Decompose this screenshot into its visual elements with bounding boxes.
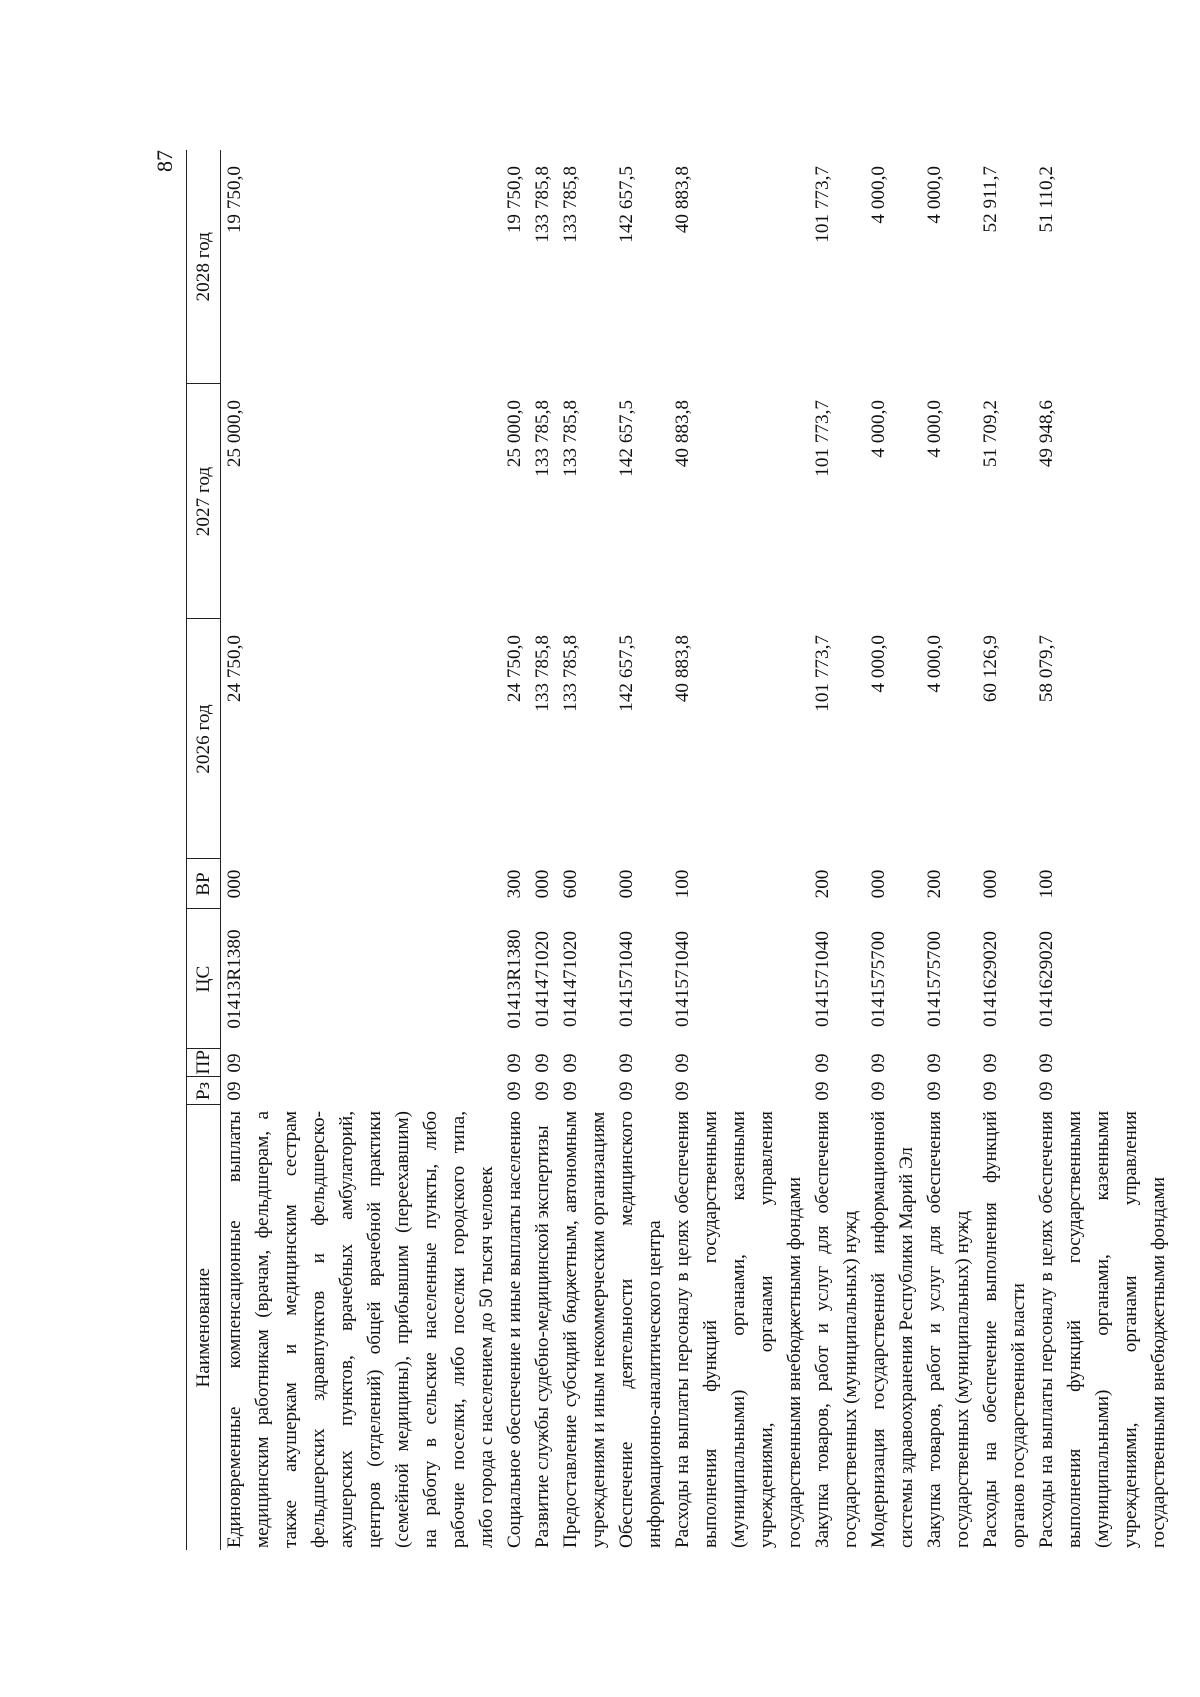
row-2026: 101 773,7 [812, 635, 833, 712]
row-name: Единовременные компенсационные выплаты медицинским работникам (врачам, фельдшерам, а также акушеркам и медицинским сестрам фельдшерских здравпунктов и фельдшерско-акушерских пунктов, врачебных амбулаторий, центров (отделений) общей врачебной практики (семейной медицины), прибывшим (переехавшим) на работу в сельские населенные пункты, либо рабочие поселки, либо поселки городского типа, либо города с населением до 50 тысяч человек [224, 1111, 497, 1548]
row-2027: 40 883,8 [672, 400, 693, 468]
row-rz: 09 [616, 1081, 637, 1101]
row-2026: 58 079,7 [1036, 635, 1057, 703]
table-row [865, 150, 921, 1550]
row-2027: 4 000,0 [868, 400, 889, 458]
row-2027: 133 785,8 [560, 400, 581, 477]
row-vr: 200 [812, 869, 833, 899]
row-name: Закупка товаров, работ и услуг для обеспечения государственных (муниципальных) нужд [924, 1111, 973, 1548]
row-2028: 51 110,2 [1036, 166, 1057, 233]
row-rz: 09 [504, 1081, 525, 1101]
row-rz: 09 [532, 1081, 553, 1101]
row-vr: 000 [980, 869, 1001, 899]
row-pr: 09 [868, 1053, 889, 1073]
row-2028: 40 883,8 [672, 166, 693, 234]
row-cs: 0141575700 [924, 931, 945, 1027]
budget-table [186, 150, 1173, 1550]
row-rz: 09 [924, 1081, 945, 1101]
row-cs: 0141571040 [616, 931, 637, 1027]
row-pr: 09 [224, 1053, 245, 1073]
row-pr: 09 [616, 1053, 637, 1073]
row-pr: 09 [1036, 1053, 1057, 1073]
row-2027: 101 773,7 [812, 400, 833, 477]
row-name: Модернизация государственной информационной системы здравоохранения Республики Марий Эл [868, 1111, 917, 1548]
row-name: Социальное обеспечение и иные выплаты населению [504, 1111, 525, 1548]
row-pr: 09 [532, 1053, 553, 1073]
row-cs: 0141471020 [532, 931, 553, 1027]
row-vr: 200 [924, 869, 945, 899]
row-cs: 0141571040 [672, 931, 693, 1027]
header-pr: ПР [187, 1049, 221, 1077]
row-2026: 142 657,5 [616, 635, 637, 712]
row-pr: 09 [812, 1053, 833, 1073]
row-2028: 52 911,7 [980, 166, 1001, 233]
table-row [613, 150, 669, 1550]
row-vr: 000 [224, 869, 245, 899]
row-2028: 19 750,0 [504, 166, 525, 234]
row-pr: 09 [980, 1053, 1001, 1073]
row-pr: 09 [924, 1053, 945, 1073]
row-rz: 09 [1036, 1081, 1057, 1101]
table-row [921, 150, 977, 1550]
header-vr: ВР [187, 859, 221, 909]
row-2028: 4 000,0 [868, 166, 889, 224]
row-cs: 0141629020 [1036, 931, 1057, 1027]
row-2026: 24 750,0 [504, 635, 525, 703]
row-pr: 09 [504, 1053, 525, 1073]
row-cs: 01413R1380 [504, 929, 525, 1029]
table-row [977, 150, 1033, 1550]
row-rz: 09 [672, 1081, 693, 1101]
row-2028: 4 000,0 [924, 166, 945, 224]
table-row [1033, 150, 1173, 1550]
row-cs: 01413R1380 [224, 929, 245, 1029]
row-2026: 4 000,0 [868, 635, 889, 693]
row-cs: 0141571040 [812, 931, 833, 1027]
row-2027: 142 657,5 [616, 400, 637, 477]
row-name: Расходы на выплаты персоналу в целях обеспечения выполнения функций государственными (муниципальными) органами, казенными учреждениями, органами управления государственными внебюджетными фондами [672, 1111, 805, 1548]
row-cs: 0141575700 [868, 931, 889, 1027]
row-2026: 40 883,8 [672, 635, 693, 703]
row-rz: 09 [560, 1081, 581, 1101]
row-name: Развитие службы судебно-медицинской экспертизы [532, 1125, 553, 1548]
row-2028: 133 785,8 [560, 166, 581, 243]
row-2026: 60 126,9 [980, 635, 1001, 703]
table-row [809, 150, 865, 1550]
row-cs: 0141471020 [560, 931, 581, 1027]
row-2027: 25 000,0 [224, 400, 245, 468]
row-vr: 100 [1036, 869, 1057, 899]
page-number: 87 [152, 150, 177, 172]
header-2026: 2026 год [187, 619, 221, 859]
row-2027: 25 000,0 [504, 400, 525, 468]
row-cs: 0141629020 [980, 931, 1001, 1027]
header-cs: ЦС [187, 909, 221, 1049]
row-name: Закупка товаров, работ и услуг для обеспечения государственных (муниципальных) нужд [812, 1111, 861, 1548]
header-2027: 2027 год [187, 384, 221, 619]
row-vr: 300 [504, 869, 525, 899]
row-2028: 133 785,8 [532, 166, 553, 243]
row-name: Расходы на выплаты персоналу в целях обеспечения выполнения функций государственными (муниципальными) органами, казенными учреждениями, органами управления государственными внебюджетными фондами [1036, 1111, 1169, 1548]
table-row [221, 150, 502, 1550]
row-2028: 101 773,7 [812, 166, 833, 243]
row-pr: 09 [560, 1053, 581, 1073]
table-row [557, 150, 613, 1550]
header-rz: Рз [187, 1077, 221, 1105]
row-name: Расходы на обеспечение выполнения функций органов государственной власти [980, 1111, 1029, 1548]
row-rz: 09 [868, 1081, 889, 1101]
row-rz: 09 [224, 1081, 245, 1101]
row-pr: 09 [672, 1053, 693, 1073]
row-2028: 19 750,0 [224, 166, 245, 234]
row-2026: 133 785,8 [560, 635, 581, 712]
row-2026: 24 750,0 [224, 635, 245, 703]
row-2027: 4 000,0 [924, 400, 945, 458]
rotated-page [152, 150, 1169, 1550]
row-vr: 000 [532, 869, 553, 899]
row-vr: 600 [560, 869, 581, 899]
row-name: Обеспечение деятельности медицинского информационно-аналитического центра [616, 1111, 665, 1548]
table-row [669, 150, 809, 1550]
row-2027: 51 709,2 [980, 400, 1001, 468]
row-name: Предоставление субсидий бюджетным, автономным учреждениям и иным некоммерческим организациям [560, 1111, 609, 1548]
table-row [529, 150, 557, 1550]
header-2028: 2028 год [187, 150, 221, 384]
row-vr: 000 [616, 869, 637, 899]
table-row [501, 150, 529, 1550]
row-vr: 000 [868, 869, 889, 899]
row-rz: 09 [812, 1081, 833, 1101]
row-2027: 133 785,8 [532, 400, 553, 477]
table-header-row [187, 150, 221, 1550]
row-2026: 4 000,0 [924, 635, 945, 693]
header-name: Наименование [187, 1105, 221, 1550]
row-rz: 09 [980, 1081, 1001, 1101]
row-2027: 49 948,6 [1036, 400, 1057, 468]
row-2028: 142 657,5 [616, 166, 637, 243]
row-2026: 133 785,8 [532, 635, 553, 712]
row-vr: 100 [672, 869, 693, 899]
